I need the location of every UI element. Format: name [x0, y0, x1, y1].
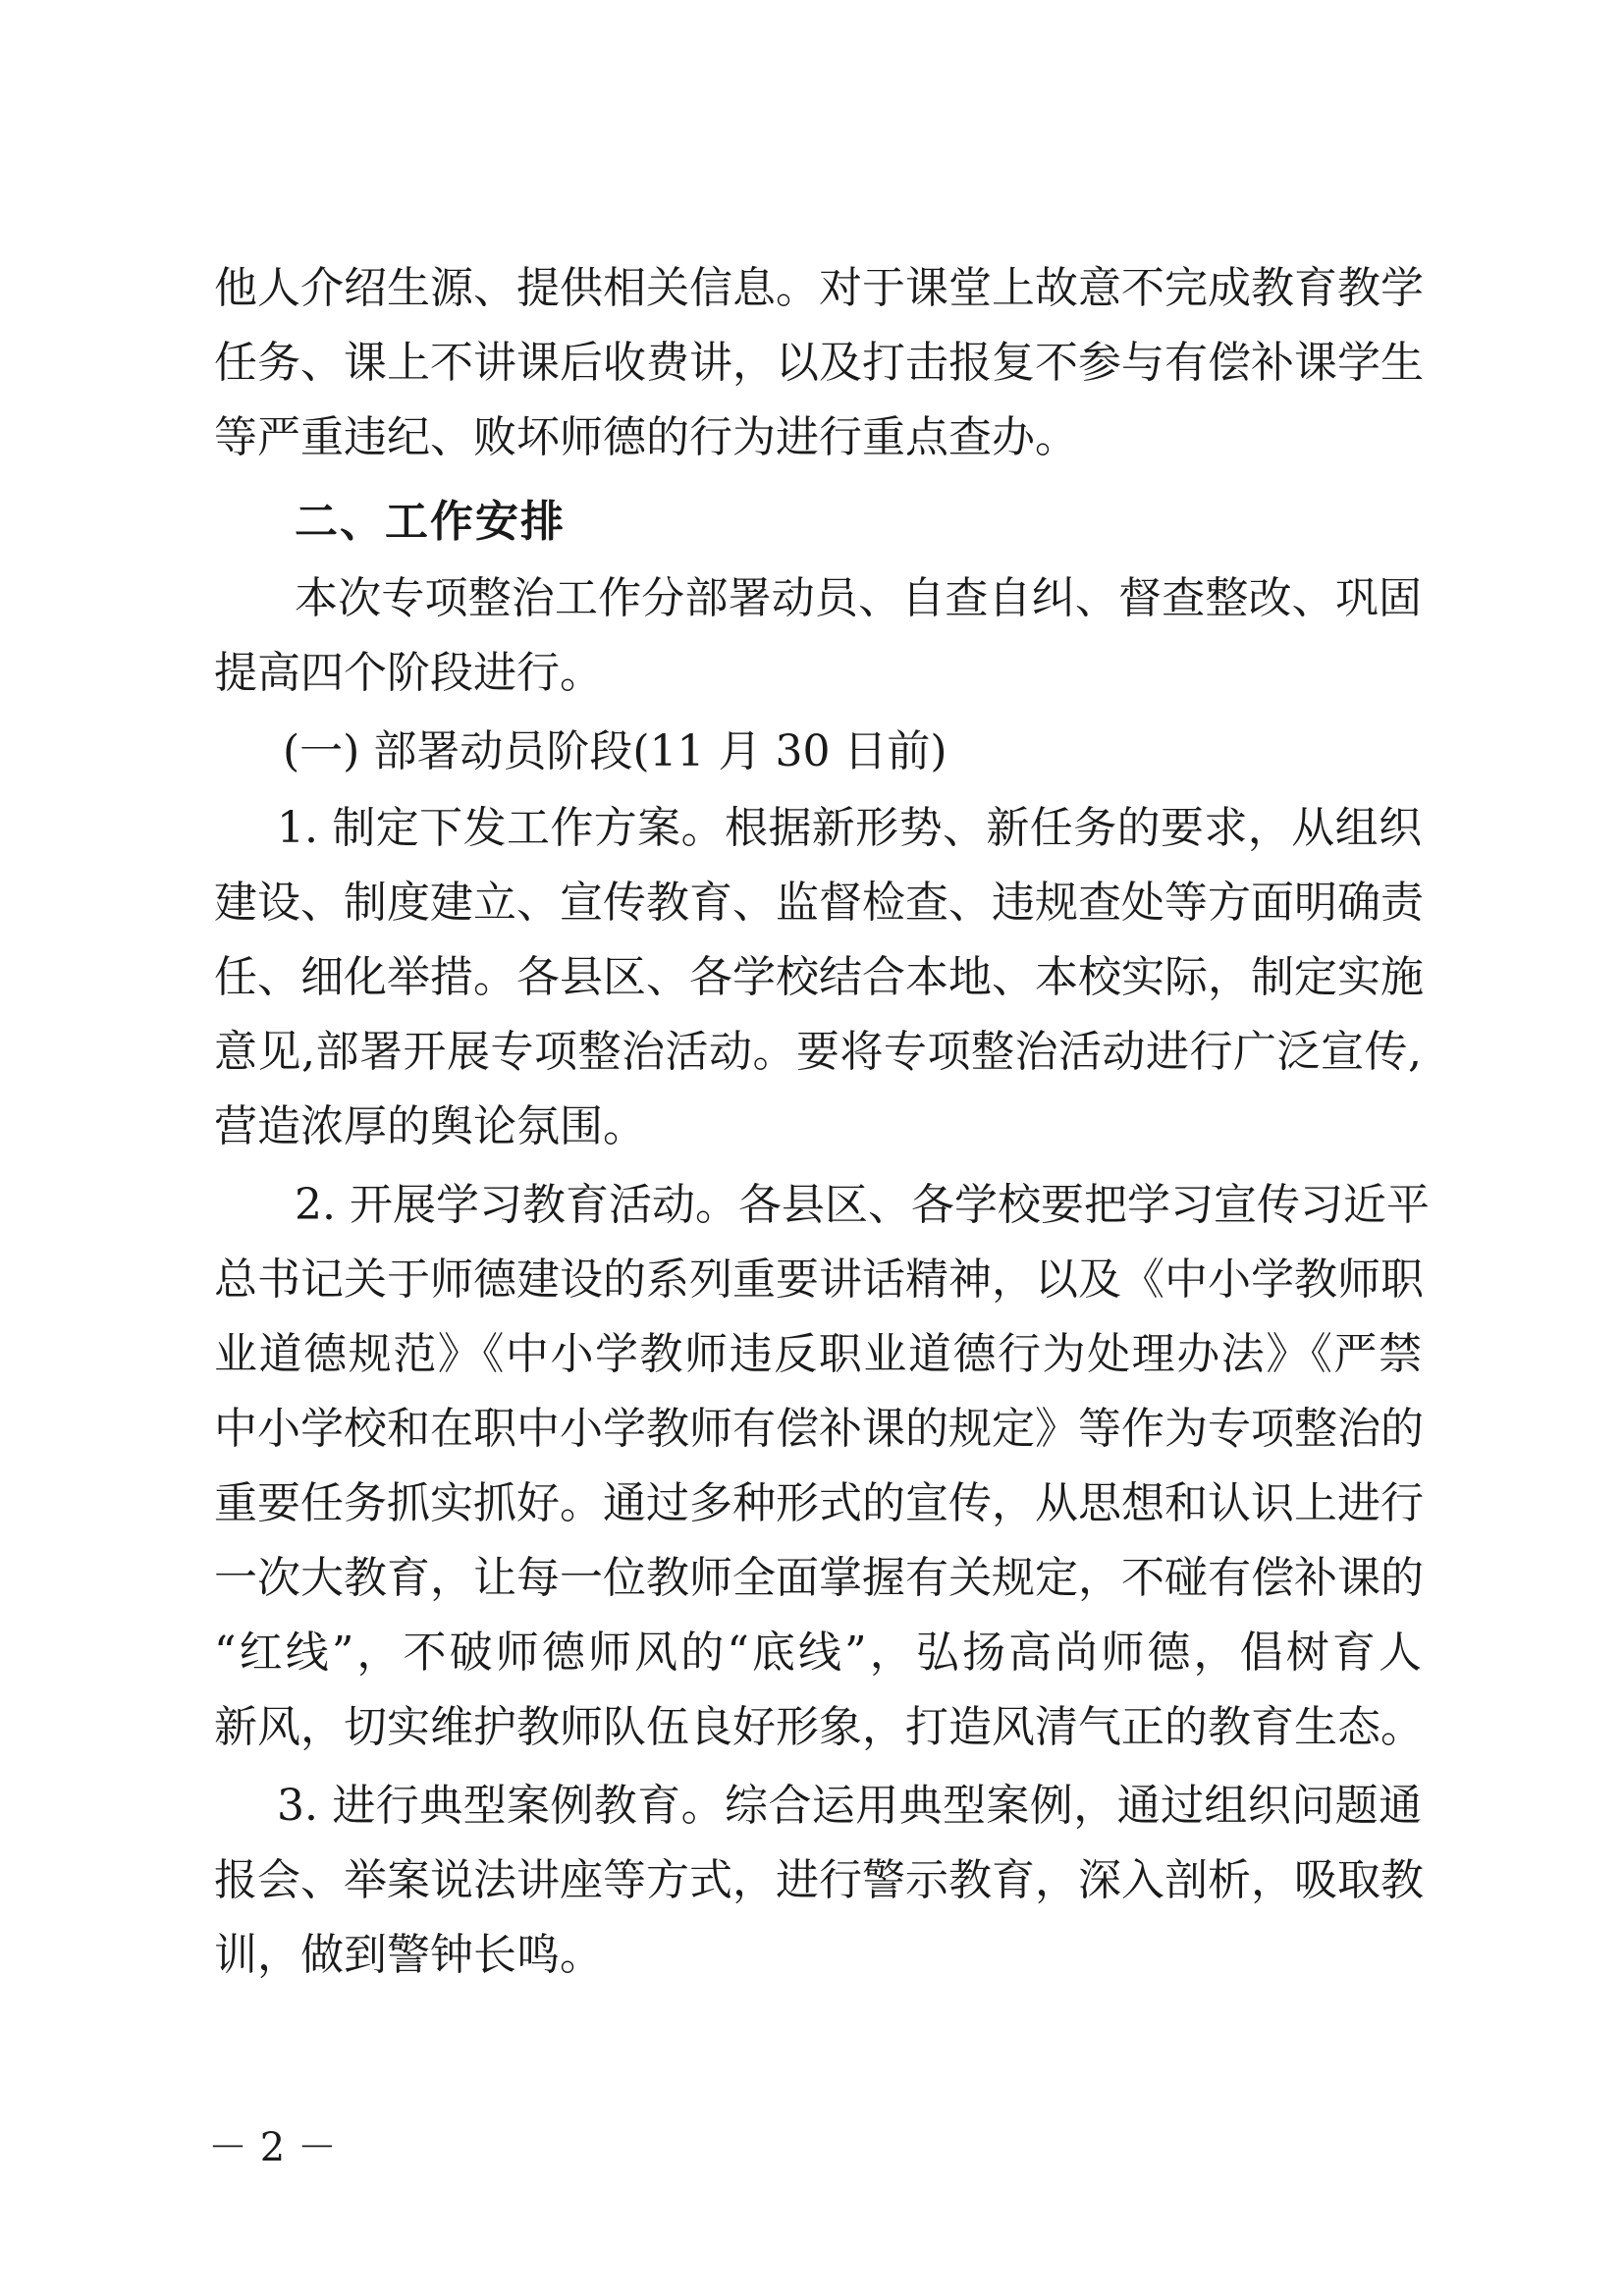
paragraph-line: 2. 开展学习教育活动。各县区、各学校要把学习宣传习近平	[295, 1180, 1430, 1230]
paragraph-line: 一次大教育，让每一位教师全面掌握有关规定，不碰有偿补课的	[214, 1553, 1424, 1603]
paragraph-line: 建设、制度建立、宣传教育、监督检查、违规查处等方面明确责	[214, 878, 1424, 928]
paragraph-line: 重要任务抓实抓好。通过多种形式的宣传，从思想和认识上进行	[214, 1478, 1424, 1528]
paragraph-line: 等严重违纪、败坏师德的行为进行重点查办。	[214, 412, 1078, 462]
paragraph-line: 1. 制定下发工作方案。根据新形势、新任务的要求，从组织	[277, 803, 1422, 853]
paragraph-line: 3. 进行典型案例教育。综合运用典型案例，通过组织问题通	[277, 1781, 1422, 1831]
paragraph-line: 业道德规范》《中小学教师违反职业道德行为处理办法》《严禁	[214, 1329, 1422, 1379]
paragraph-line: “红线”，不破师德师风的“底线”，弘扬高尚师德，倡树育人	[214, 1628, 1422, 1678]
paragraph-line: 本次专项整治工作分部署动员、自查自纠、督查整改、巩固	[295, 573, 1422, 623]
section-heading: 二、工作安排	[295, 497, 566, 547]
paragraph-line: 新风，切实维护教师队伍良好形象，打造风清气正的教育生态。	[214, 1702, 1424, 1752]
paragraph-line: 总书记关于师德建设的系列重要讲话精神，以及《中小学教师职	[214, 1255, 1424, 1305]
paragraph-line: 训，做到警钟长鸣。	[214, 1930, 603, 1980]
subsection-heading: (一) 部署动员阶段(11 月 30 日前)	[283, 726, 947, 776]
paragraph-line: 任务、课上不讲课后收费讲，以及打击报复不参与有偿补课学生	[214, 338, 1424, 388]
paragraph-line: 他人介绍生源、提供相关信息。对于课堂上故意不完成教育教学	[214, 263, 1424, 313]
paragraph-line: 任、细化举措。各县区、各学校结合本地、本校实际，制定实施	[214, 952, 1424, 1002]
page-number: － 2 －	[208, 2125, 337, 2170]
paragraph-line: 意见,部署开展专项整治活动。要将专项整治活动进行广泛宣传,	[214, 1027, 1422, 1077]
paragraph-line: 中小学校和在职中小学教师有偿补课的规定》等作为专项整治的	[214, 1404, 1424, 1454]
paragraph-line: 报会、举案说法讲座等方式，进行警示教育，深入剖析，吸取教	[214, 1855, 1424, 1905]
paragraph-line: 营造浓厚的舆论氛围。	[214, 1101, 646, 1151]
paragraph-line: 提高四个阶段进行。	[214, 648, 603, 698]
